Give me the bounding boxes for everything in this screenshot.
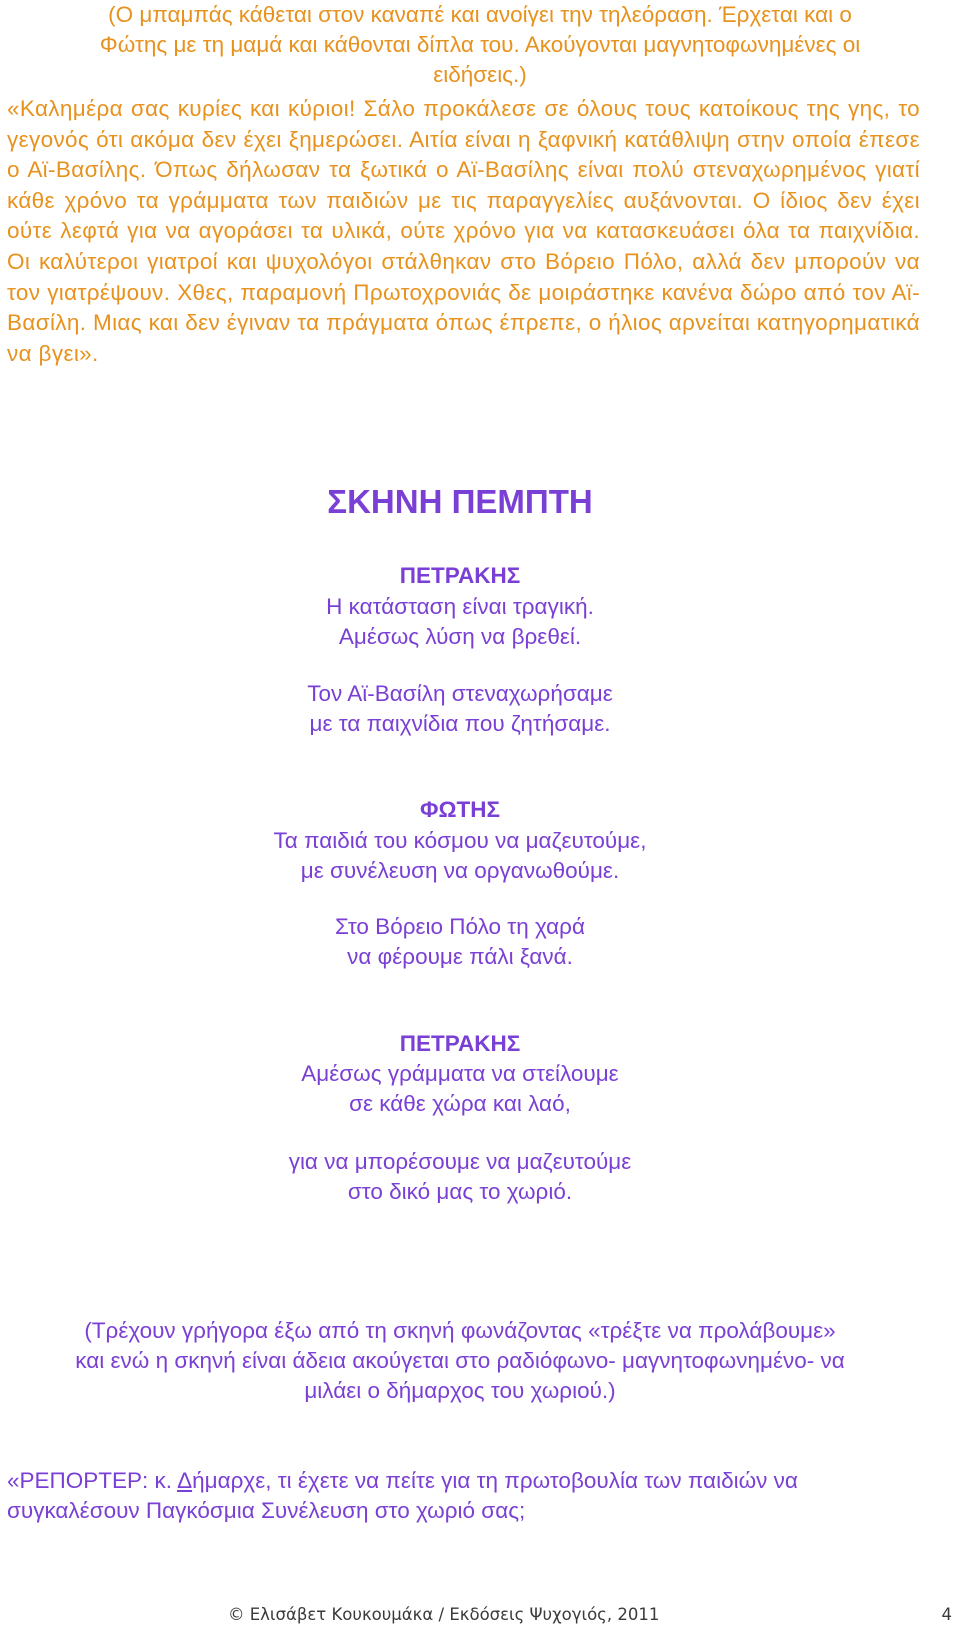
verse-line: Αμέσως λύση να βρεθεί.	[338, 624, 582, 649]
verse-stanza	[0, 592, 920, 652]
verse-line: Στο Βόρειο Πόλο τη χαρά	[335, 914, 585, 939]
verse-line: για να μπορέσουμε να μαζευτούμε	[288, 1149, 632, 1174]
verse-line: Η κατάσταση είναι τραγική.	[326, 594, 594, 619]
verse-stanza	[0, 826, 920, 886]
speaker-name: ΠΕΤΡΑΚΗΣ	[399, 1031, 521, 1056]
stage-direction-line: μιλάει ο δήμαρχος του χωριού.)	[304, 1378, 616, 1403]
verse-line: στο δικό μας το χωριό.	[347, 1179, 573, 1204]
verse-stanza	[0, 1059, 920, 1119]
verse-line: να φέρουμε πάλι ξανά.	[347, 944, 573, 969]
verse-line: Τον Αϊ-Βασίλη στεναχωρήσαμε	[307, 681, 613, 706]
reporter-question-text: ήμαρχε, τι έχετε να πείτε για τη πρωτοβουλία των παιδιών να συγκαλέσουν Παγκόσμια Συνέλευση στο χωριό σας;	[7, 1468, 798, 1523]
copyright-notice: © Ελισάβετ Κουκουμάκα / Εκδόσεις Ψυχογιός, 2011	[228, 1605, 660, 1624]
verse-line: με τα παιχνίδια που ζητήσαμε.	[309, 711, 611, 736]
stage-intro-line: ειδήσεις.)	[433, 62, 527, 87]
verse-stanza	[0, 679, 920, 739]
scene-title: ΣΚΗΝΗ ΠΕΜΠΤΗ	[327, 483, 593, 520]
verse-line: με συνέλευση να οργανωθούμε.	[300, 858, 620, 883]
reporter-prefix: «ΡΕΠΟΡΤΕΡ: κ.	[7, 1468, 178, 1493]
page-footer	[0, 1605, 960, 1631]
stage-intro	[0, 0, 960, 90]
page-number: 4	[941, 1605, 952, 1624]
verse-line: Τα παιδιά του κόσμου να μαζευτούμε,	[273, 828, 647, 853]
speaker-name: ΦΩΤΗΣ	[419, 797, 500, 822]
stage-intro-line: (Ο μπαμπάς κάθεται στον καναπέ και ανοίγει την τηλεόραση. Έρχεται και ο	[108, 2, 852, 27]
verse-line: Αμέσως γράμματα να στείλουμε	[301, 1061, 619, 1086]
stage-direction-line: (Τρέχουν γρήγορα έξω από τη σκηνή φωνάζοντας «τρέξτε να προλάβουμε»	[84, 1318, 836, 1343]
verse-stanza	[0, 912, 920, 972]
verse-line: σε κάθε χώρα και λαό,	[349, 1091, 571, 1116]
stage-intro-line: Φώτης με τη μαμά και κάθονται δίπλα του. Ακούγονται μαγνητοφωνημένες οι	[99, 32, 861, 57]
reporter-link[interactable]: Δ	[177, 1468, 193, 1493]
stage-direction	[0, 1316, 920, 1406]
verse-stanza	[0, 1147, 920, 1207]
reporter-question	[7, 1466, 920, 1526]
stage-direction-line: και ενώ η σκηνή είναι άδεια ακούγεται στο ραδιόφωνο- μαγνητοφωνημένο- να	[75, 1348, 845, 1373]
news-report: «Καλημέρα σας κυρίες και κύριοι! Σάλο προκάλεσε σε όλους τους κατοίκους της γης, το γεγονός ότι ακόμα δεν έχει ξημερώσει. Αιτία είναι η ξαφνική κατάθλιψη στην οποία έπεσε ο Αϊ-Βασίλης. Όπως δήλωσαν τα ξωτικά ο Αϊ-Βασίλης είναι πολύ στεναχωρημένος γιατί κάθε χρόνο τα γράμματα των παιδιών με τις παραγγελίες αυξάνονται. Ο ίδιος δεν έχει ούτε λεφτά για να αγοράσει τα υλικά, ούτε χρόνο για να κατασκευάσει όλα τα παιχνίδια. Οι καλύτεροι γιατροί και ψυχολόγοι στάλθηκαν στο Βόρειο Πόλο, αλλά δεν μπορούν να τον γιατρέψουν. Χθες, παραμονή Πρωτοχρονιάς δε μοιράστηκε κανένα δώρο από τον Αϊ-Βασίλη. Μιας και δεν έγιναν τα πράγματα όπως έπρεπε, ο ήλιος αρνείται κατηγορηματικά να βγει».	[7, 96, 920, 366]
speaker-name: ΠΕΤΡΑΚΗΣ	[399, 563, 521, 588]
